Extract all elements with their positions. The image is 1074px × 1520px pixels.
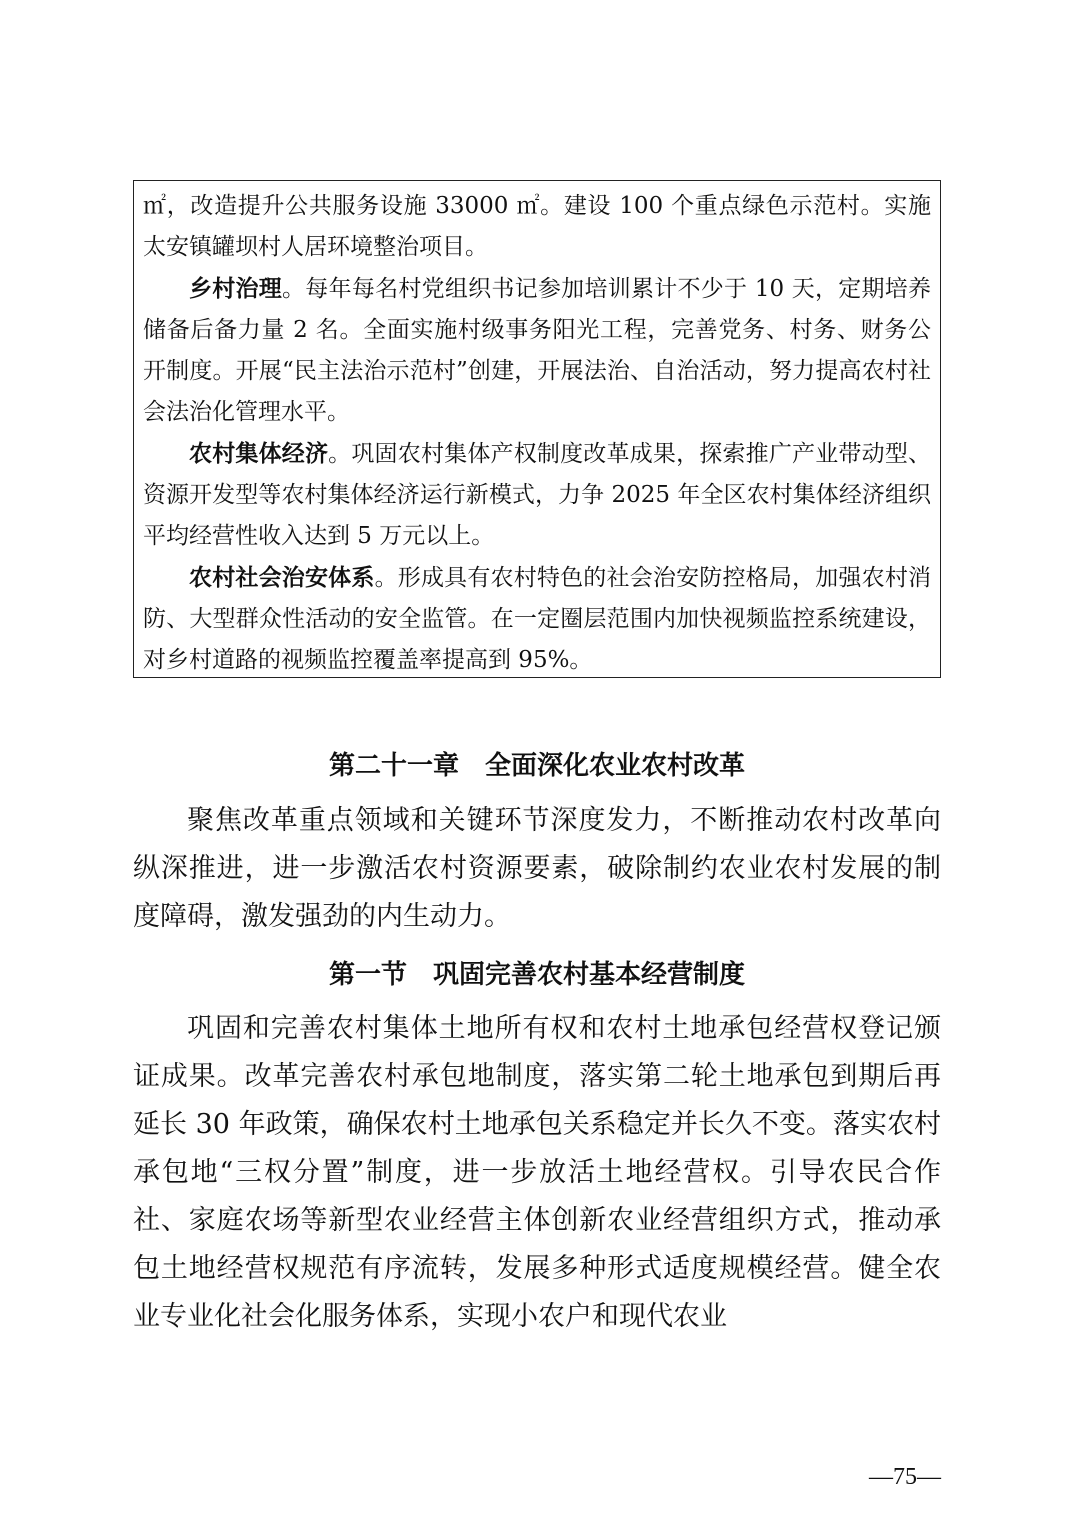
section-title: 第一节 巩固完善农村基本经营制度 [328, 960, 745, 990]
page-number: —75— [869, 1464, 941, 1490]
term-public-security: 农村社会治安体系 [189, 564, 375, 591]
text-rural-governance: 。每年每名村党组织书记参加培训累计不少于 10 天，定期培养储备后备力量 2 名。全面实施村级事务阳光工程，完善党务、村务、财务公开制度。开展“民主法治示范村”创建，开展法治、自治活动，努力提高农村社会法治化管理水平。 [143, 276, 931, 425]
term-rural-governance: 乡村治理 [189, 275, 283, 302]
chapter-intro-paragraph: 聚焦改革重点领域和关键环节深度发力，不断推动农村改革向纵深推进，进一步激活农村资源要素，破除制约农业农村发展的制度障碍，激发强劲的内生动力。 [133, 805, 941, 932]
section-body-paragraph: 巩固和完善农村集体土地所有权和农村土地承包经营权登记颁证成果。改革完善农村承包地制度，落实第二轮土地承包到期后再延长 30 年政策，确保农村土地承包关系稳定并长久不变。落实农村承包地“三权分置”制度，进一步放活土地经营权。引导农民合作社、家庭农场等新型农业经营主体创新农业经营组织方式，推动承包土地经营权规范有序流转，发展多种形式适度规模经营。健全农业专业化社会化服务体系，实现小农户和现代农业 [133, 1013, 941, 1332]
box-paragraph-collective-economy [143, 433, 931, 557]
boxed-text-panel [133, 180, 941, 678]
box-paragraph-rural-governance [143, 268, 931, 433]
box-paragraph-1: ㎡，改造提升公共服务设施 33000 ㎡。建设 100 个重点绿色示范村。实施太安镇罐坝村人居环境整治项目。 [143, 193, 931, 260]
chapter-title: 第二十一章 全面深化农业农村改革 [328, 751, 745, 781]
box-paragraph-public-security [143, 557, 931, 681]
text-public-security: 。形成具有农村特色的社会治安防控格局，加强农村消防、大型群众性活动的安全监管。在一定圈层范围内加快视频监控系统建设，对乡村道路的视频监控覆盖率提高到 95%。 [143, 565, 932, 673]
term-collective-economy: 农村集体经济 [189, 440, 329, 467]
text-collective-economy: 。巩固农村集体产权制度改革成果，探索推广产业带动型、资源开发型等农村集体经济运行新模式，力争 2025 年全区农村集体经济组织平均经营性收入达到 5 万元以上。 [143, 441, 932, 549]
